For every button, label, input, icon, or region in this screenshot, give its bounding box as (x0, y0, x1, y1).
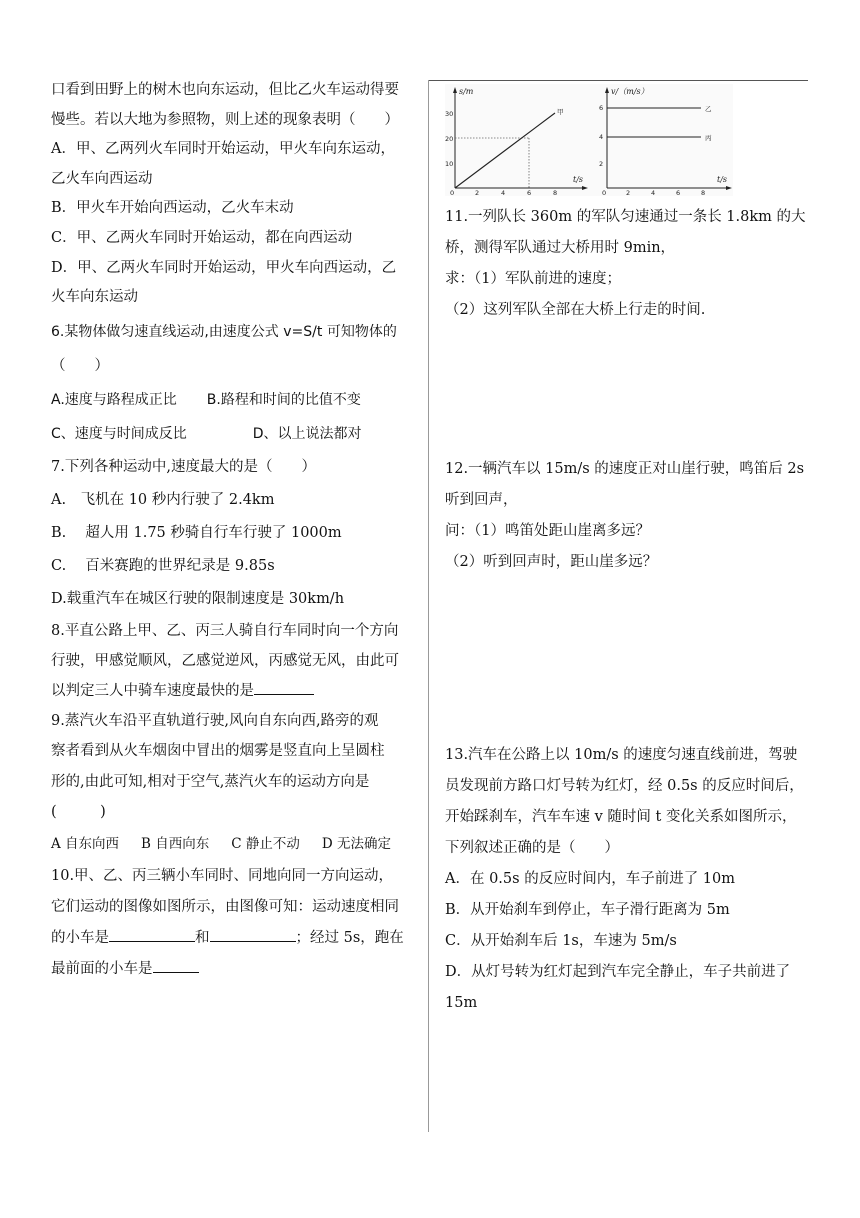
series-line-jia (455, 113, 555, 188)
text-line: 13.汽车在公路上以 10m/s 的速度匀速直线前进，驾驶 (445, 747, 798, 763)
y-tick-label: 20 (445, 135, 454, 143)
text-line: 桥，测得军队通过大桥用时 9min， (445, 240, 676, 256)
x-tick-label: 8 (553, 189, 558, 196)
x-tick-label: 6 (676, 189, 681, 196)
text-line: 员发现前方路口灯号转为红灯，经 0.5s 的反应时间后， (445, 778, 804, 794)
text-line (51, 676, 417, 706)
text-line: （2）听到回声时，距山崖多远？ (445, 554, 658, 570)
x-tick-label: 4 (501, 189, 506, 196)
question-13 (445, 740, 813, 1019)
answer-brackets: ( ) (51, 804, 106, 821)
y-tick-label: 6 (599, 104, 604, 112)
question-7 (51, 451, 417, 616)
question-10 (51, 861, 417, 985)
question-8-last-line: 以判定三人中骑车速度最快的是 (51, 682, 254, 699)
answer-blank-1[interactable] (109, 927, 195, 942)
text-line: 口看到田野上的树木也向东运动，但比乙火车运动得要 (51, 82, 399, 98)
text-segment: 最前面的小车是 (51, 960, 153, 977)
option-line: 乙火车向西运动 (51, 170, 153, 187)
answer-blank-2[interactable] (210, 927, 296, 942)
text-line: 它们运动的图像如图所示，由图像可知：运动速度相同 (51, 898, 399, 915)
column-divider (428, 80, 429, 1132)
text-line: 12.一辆汽车以 15m/s 的速度正对山崖行驶，鸣笛后 2s (445, 461, 805, 477)
y-tick-label: 2 (599, 160, 604, 168)
v-t-graph (599, 87, 732, 196)
origin-label: 0 (602, 189, 607, 196)
y-axis-label: s/m (459, 87, 474, 96)
series-label-jia: 甲 (557, 108, 564, 116)
y-tick-label: 4 (599, 133, 604, 141)
question-11 (445, 202, 813, 326)
question-8 (51, 616, 417, 706)
text-line: 察者看到从火车烟囱中冒出的烟雾是竖直向上呈圆柱 (51, 743, 385, 760)
series-label-bing: 丙 (705, 134, 712, 142)
text-segment: 的小车是 (51, 929, 109, 946)
answer-blank-3[interactable] (153, 958, 199, 973)
motion-graphs (445, 84, 733, 196)
text-line: 慢些。若以大地为参照物，则上述的现象表明（ ） (51, 111, 399, 128)
text-segment: ；经过 5s，跑在 (295, 929, 404, 946)
option-b: B 自西向东 (141, 835, 210, 852)
option-row (51, 383, 417, 418)
answer-brackets: （ ） (51, 357, 109, 374)
text-line: 9.蒸汽火车沿平直轨道行驶,风向自东向西,路旁的观 (51, 712, 379, 729)
question-12 (445, 454, 813, 578)
option-line: B．甲火车开始向西运动，乙火车末动 (51, 200, 294, 217)
option-a: A 自东向西 (51, 835, 120, 852)
option-line: C．甲、乙两火车同时开始运动，都在向西运动 (51, 229, 353, 246)
option-line: D．甲、乙两火车同时开始运动，甲火车向西运动，乙 (51, 259, 397, 276)
option-c: C 静止不动 (231, 835, 300, 852)
question-stem: 7.下列各种运动中,速度最大的是（ ） (51, 458, 316, 475)
option-d: D.载重汽车在城区行驶的限制速度是 30km/h (51, 590, 345, 607)
s-t-graph (445, 87, 588, 196)
text-segment: 和 (195, 929, 210, 946)
question-5-continuation (51, 76, 417, 313)
text-line: 形的,由此可知,相对于空气,蒸汽火车的运动方向是 (51, 773, 370, 790)
text-line (51, 923, 417, 954)
option-row (51, 828, 417, 861)
option-row (51, 418, 417, 451)
text-line: 开始踩刹车，汽车车速 v 随时间 t 变化关系如图所示， (445, 809, 797, 825)
text-line (51, 954, 417, 985)
option-c: C、速度与时间成反比 (51, 425, 187, 442)
y-axis-arrow-icon (605, 87, 609, 93)
text-line: 11.一列队长 360m 的军队匀速通过一条长 1.8km 的大 (445, 209, 806, 225)
option-line: A．甲、乙两列火车同时开始运动，甲火车向东运动， (51, 141, 395, 158)
option-c: C. 百米赛跑的世界纪录是 9.85s (51, 557, 275, 574)
origin-label: 0 (450, 189, 455, 196)
option-line: 火车向东运动 (51, 289, 138, 306)
x-axis-arrow-icon (726, 186, 732, 190)
option-a: A. 飞机在 10 秒内行驶了 2.4km (51, 491, 275, 508)
text-line: 行驶，甲感觉顺风，乙感觉逆风，丙感觉无风，由此可 (51, 652, 399, 669)
option-a: A．在 0.5s 的反应时间内，车子前进了 10m (445, 871, 735, 887)
option-b: B. 超人用 1.75 秒骑自行车行驶了 1000m (51, 524, 342, 541)
option-b: B．从开始刹车到停止，车子滑行距离为 5m (445, 902, 730, 918)
x-axis-arrow-icon (582, 186, 588, 190)
question-6 (51, 315, 417, 451)
question-9 (51, 706, 417, 861)
y-tick-label: 10 (445, 160, 454, 168)
y-axis-label: v/（m/s） (611, 87, 649, 96)
x-tick-label: 2 (626, 189, 631, 196)
right-column (445, 76, 813, 1019)
option-d: D、以上说法都对 (252, 425, 362, 442)
option-a: A.速度与路程成正比 (51, 391, 177, 408)
x-tick-label: 2 (475, 189, 480, 196)
text-line: 下列叙述正确的是（ ） (445, 840, 619, 856)
x-tick-label: 6 (527, 189, 532, 196)
x-axis-label: t/s (573, 175, 584, 184)
x-tick-label: 4 (651, 189, 656, 196)
question-stem: 6.某物体做匀速直线运动,由速度公式 v=S/t 可知物体的 (51, 323, 397, 340)
series-label-yi: 乙 (705, 105, 712, 113)
text-line: 听到回声， (445, 492, 518, 508)
option-d: D 无法确定 (321, 835, 392, 852)
y-tick-label: 30 (445, 110, 454, 118)
option-b: B.路程和时间的比值不变 (206, 391, 361, 408)
option-c: C．从开始刹车后 1s，车速为 5m/s (445, 933, 677, 949)
text-line: 8.平直公路上甲、乙、丙三人骑自行车同时向一个方向 (51, 622, 399, 639)
answer-blank[interactable] (254, 680, 314, 695)
text-line: 10.甲、乙、丙三辆小车同时、同地向同一方向运动， (51, 867, 394, 884)
text-line: （2）这列军队全部在大桥上行走的时间. (445, 302, 706, 318)
x-axis-label: t/s (717, 175, 728, 184)
text-line: 求：（1）军队前进的速度； (445, 271, 621, 287)
x-tick-label: 8 (701, 189, 706, 196)
graphs-svg (445, 84, 733, 196)
text-line: 问：（1）鸣笛处距山崖离多远？ (445, 523, 650, 539)
left-column (51, 76, 417, 985)
option-d: D．从灯号转为红灯起到汽车完全静止，车子共前进了 (445, 964, 791, 980)
y-axis-arrow-icon (453, 87, 457, 93)
option-d-continued: 15m (445, 995, 478, 1011)
